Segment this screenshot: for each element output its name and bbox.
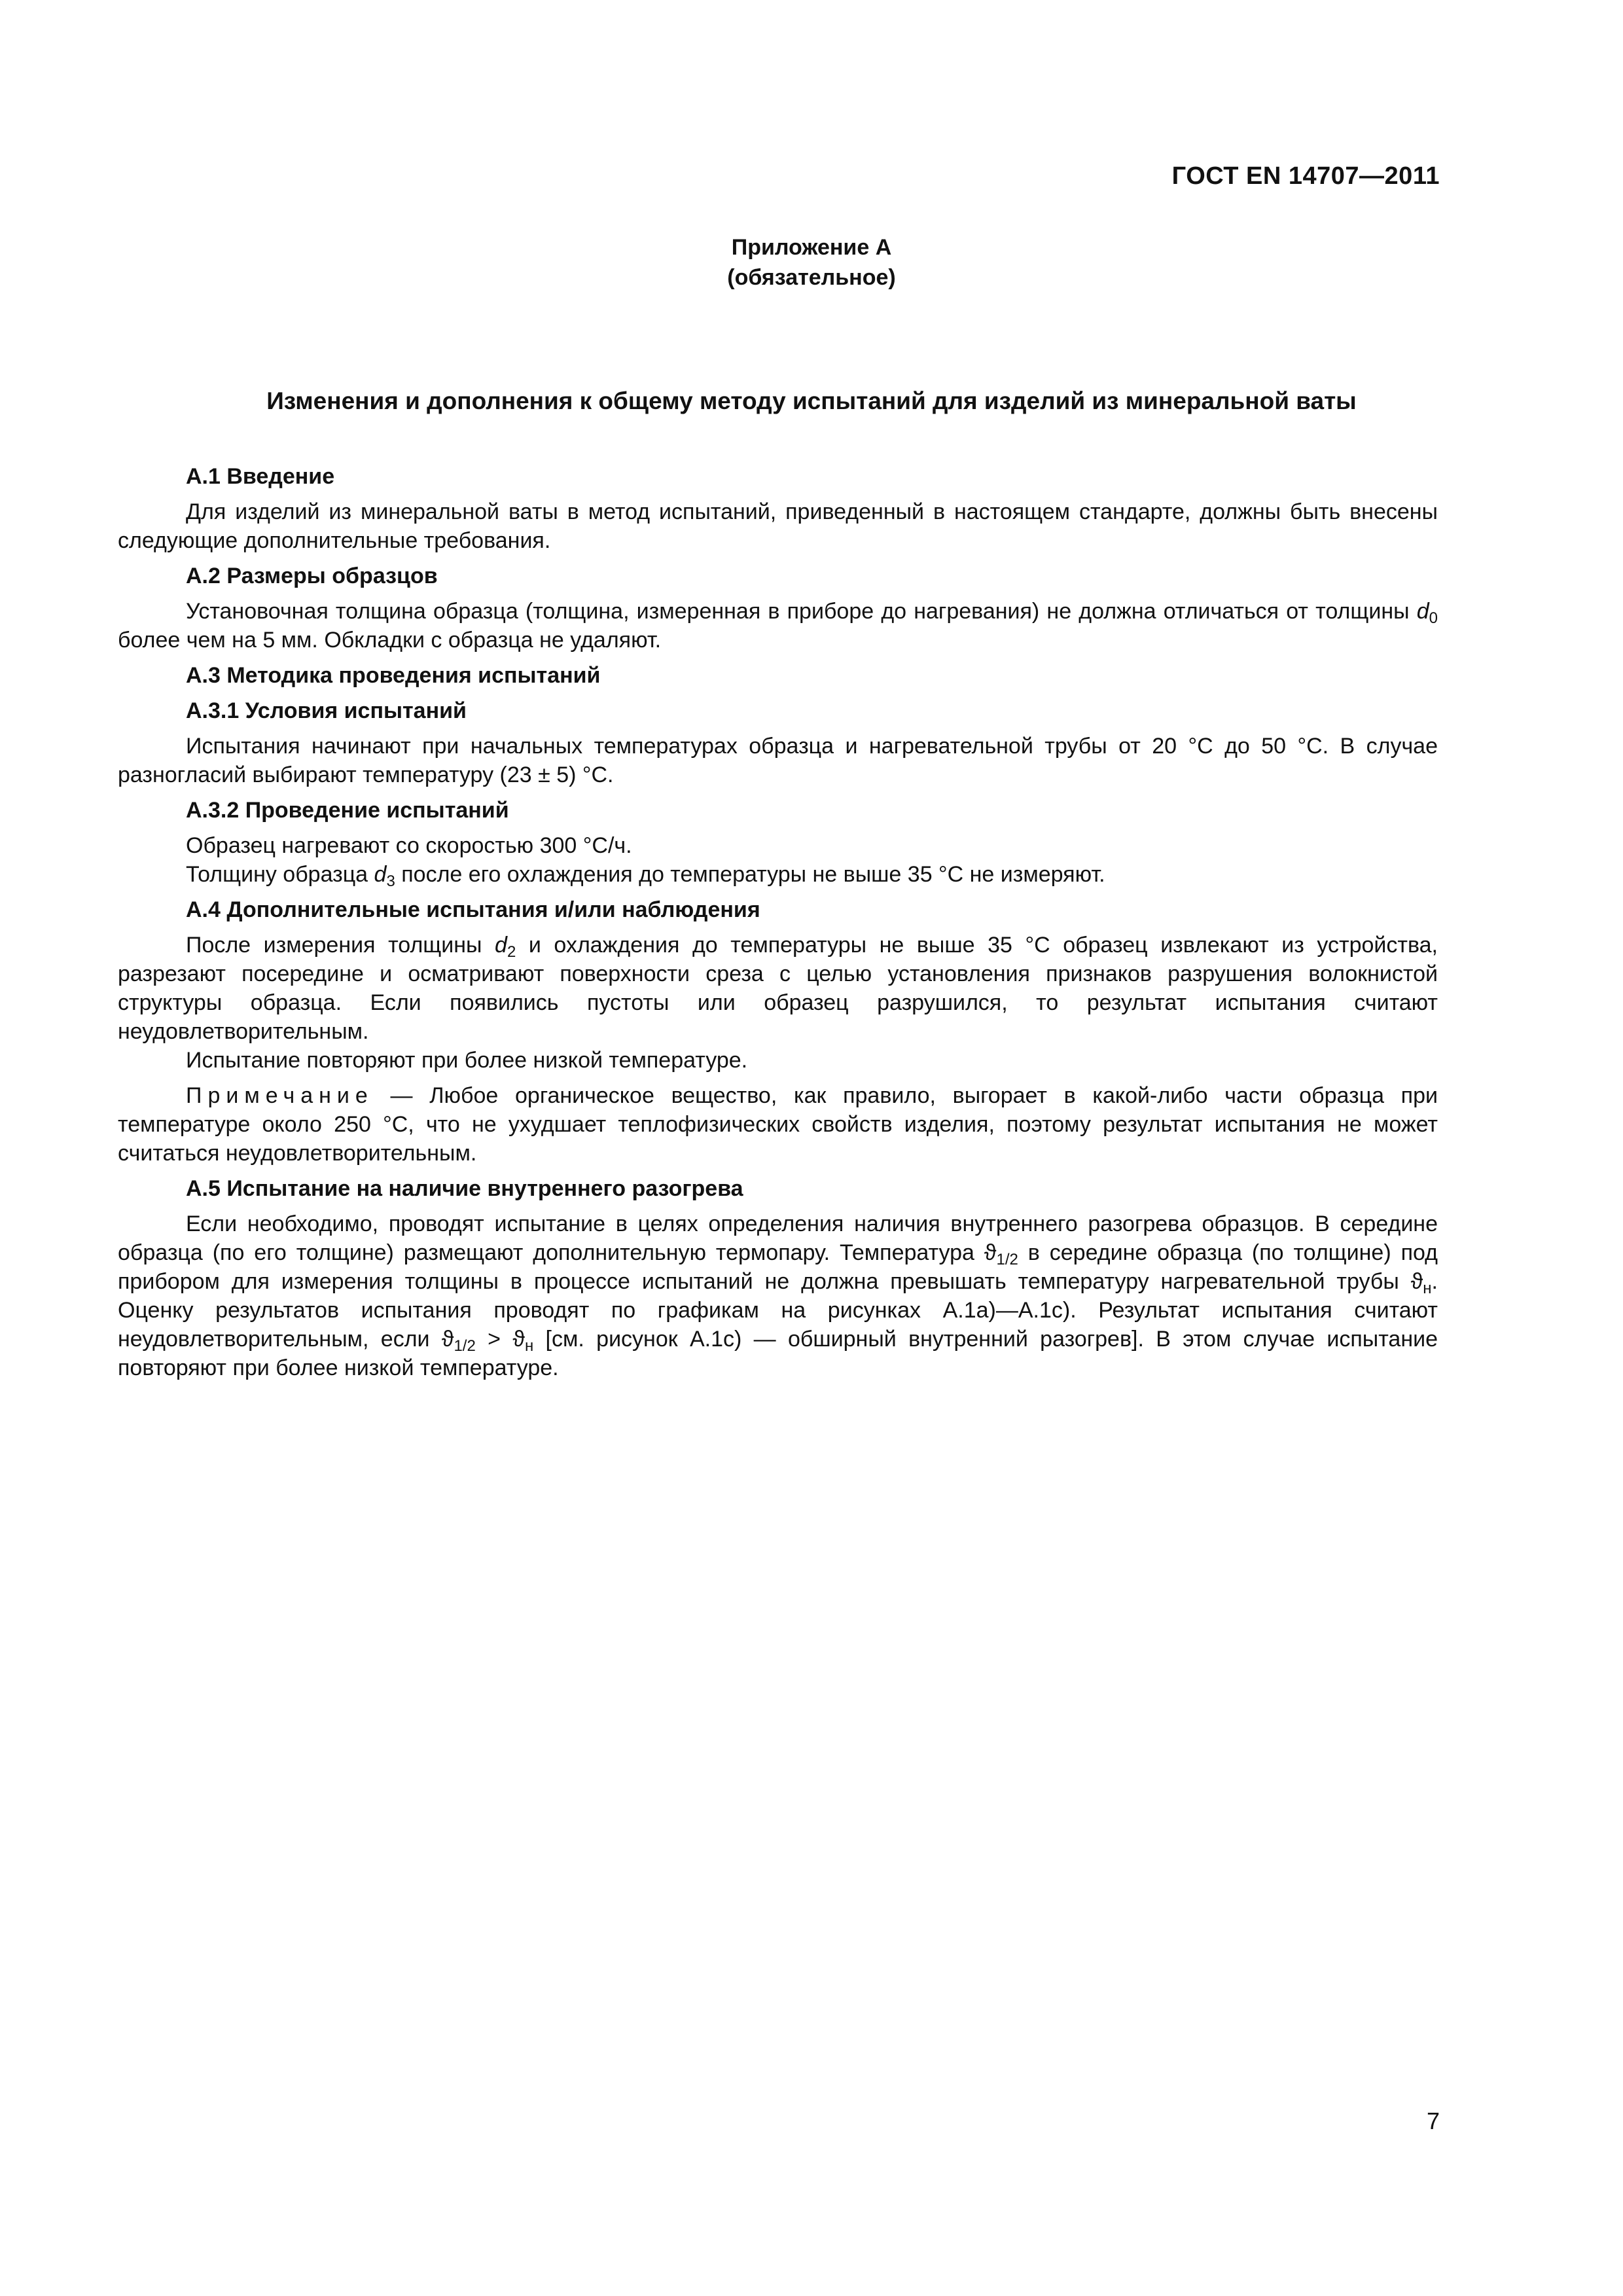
theta-symbol: ϑ [1410,1269,1423,1294]
variable-d: d [374,862,387,887]
document-body [118,462,1438,1389]
section-a2-heading: А.2 Размеры образцов [186,564,438,588]
text-run: . Оценку результатов испытания проводят по графикам на рисунках А.1а)—А.1с). Результат испытания считают неудовлетворительным, если [118,1269,1438,1352]
text-run: в середине образца (по толщине) под прибором для измерения толщины в процессе испытаний не должна превышать температуру нагревательной трубы [118,1240,1438,1294]
section-a1-text: Для изделий из минеральной ваты в метод испытаний, приведенный в настоящем стандарте, должны быть внесены следующие дополнительные требования. [118,499,1438,553]
text-run: [см. рисунок А.1с) — обширный внутренний разогрев]. В этом случае испытание повторяют при более низкой температуре. [118,1327,1438,1380]
section-a4-note [118,1081,1438,1168]
text-run: После измерения толщины [186,933,495,958]
variable-subscript: 3 [386,872,395,890]
section-a5-text [118,1210,1438,1382]
text-run: более чем на 5 мм. Обкладки с образца не удаляют. [118,628,662,653]
text-run: Если необходимо, проводят испытание в целях определения наличия внутреннего разогрева образцов. В середине образца (по его толщине) размещают дополнительную термопару. Температура [118,1211,1438,1265]
variable-d: d [495,933,507,958]
text-run: > [475,1327,513,1352]
section-a4-text-2: Испытание повторяют при более низкой температуре. [186,1048,748,1073]
appendix-status: (обязательное) [727,265,896,290]
note-text: — Любое органическое вещество, как правило, выгорает в какой-либо части образца при температуре около 250 °С, что не ухудшает теплофизических свойств изделия, поэтому результат испытания не может считаться неудовлетворительным. [118,1083,1438,1166]
theta-subscript-h: н [1423,1280,1432,1297]
text-run: Установочная толщина образца (толщина, измеренная в приборе до нагревания) не должна отличаться от толщины [186,599,1417,624]
section-a4-heading: А.4 Дополнительные испытания и/или наблюдения [186,897,760,922]
theta-subscript-h: н [524,1337,534,1355]
section-a3-heading: А.3 Методика проведения испытаний [186,663,601,688]
section-a2-text [118,597,1438,655]
section-a32-text-1: Образец нагревают со скоростью 300 °С/ч. [186,833,632,858]
variable-d: d [1416,599,1429,624]
theta-symbol: ϑ [441,1327,454,1352]
text-run: и охлаждения до температуры не выше 35 °С образец извлекают из устройства, разрезают посередине и осматривают поверхности среза с целью установления признаков разрушения волокнистой структуры образца. Если появились пустоты или образец разрушился, то результат испытания считают неудовлетворительным. [118,933,1438,1044]
section-a1-heading: А.1 Введение [186,464,335,489]
document-code: ГОСТ EN 14707—2011 [1171,162,1440,190]
section-a31-heading: А.3.1 Условия испытаний [186,698,467,723]
main-title: Изменения и дополнения к общему методу испытаний для изделий из минеральной ваты [266,387,1357,414]
variable-subscript: 2 [507,943,516,961]
section-a31-text: Испытания начинают при начальных температурах образца и нагревательной трубы от 20 °С до 50 °С. В случае разногласий выбирают температуру (23 ± 5) °С. [118,734,1438,787]
theta-subscript-half: 1/2 [454,1337,476,1355]
appendix-title: Приложение А [731,235,892,260]
section-a32-heading: А.3.2 Проведение испытаний [186,798,509,823]
theta-subscript-half: 1/2 [996,1251,1018,1268]
appendix-header [0,232,1623,293]
section-a5-heading: А.5 Испытание на наличие внутреннего разогрева [186,1176,743,1201]
text-run: Толщину образца [186,862,374,887]
section-a32-text-2 [118,860,1438,889]
theta-symbol: ϑ [984,1240,997,1265]
page-number: 7 [1426,2108,1440,2134]
text-run: после его охлаждения до температуры не выше 35 °С не измеряют. [395,862,1105,887]
variable-subscript: 0 [1429,609,1438,627]
note-label: Примечание [186,1083,374,1108]
section-a4-text-1 [118,931,1438,1046]
theta-symbol: ϑ [512,1327,525,1352]
